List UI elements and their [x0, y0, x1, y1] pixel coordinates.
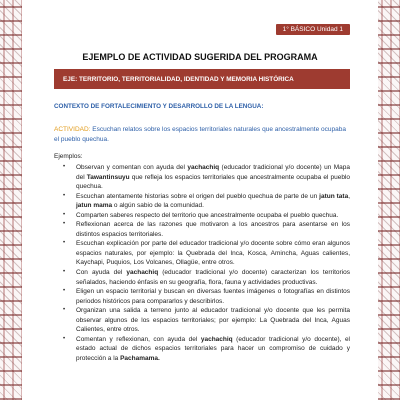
context-heading: CONTEXTO DE FORTALECIMIENTO Y DESARROLLO DE LA LENGUA:: [54, 103, 264, 110]
example-item: [54, 163, 350, 192]
example-text: Organizan una salida a terreno junto al educador tradicional y/o docente que les permita observar algunos de los espacios territoriales; por ejemplo: La Quebrada del Inca, Aguas Calientes, entre otros.: [76, 307, 350, 334]
example-item: [54, 239, 350, 268]
bullet-glyph: •: [63, 192, 66, 199]
decorative-border-left: [0, 0, 22, 400]
bullet-glyph: •: [63, 164, 66, 170]
example-item: [54, 211, 350, 221]
decorative-border-right: [378, 0, 400, 400]
example-bold-term: jatun mama: [76, 202, 113, 210]
example-bold-term: yachachiq: [187, 164, 220, 171]
examples-list: [54, 163, 350, 363]
bullet-glyph: •: [63, 335, 66, 342]
example-text: Escuchan explicación por parte del educador tradicional y/o docente sobre cómo eran algunos espacios naturales, por ejemplo: la Quebrada del Inca, Kosca, Amincha, Aguas calientes, Kaychapi, Puquios, Los Volcanes, Ollagüe, entre otros.: [76, 240, 350, 267]
example-bold-term: yachachiq: [126, 269, 159, 277]
example-bold-term: Pachamama.: [120, 354, 160, 362]
activity-text: Escuchan relatos sobre los espacios territoriales naturales que ancestralmente ocupaba el pueblo quechua.: [54, 126, 346, 143]
example-bold-term: yachachiq: [200, 335, 233, 343]
example-text: Comentan y reflexionan, con ayuda del: [76, 335, 201, 343]
example-bold-term: Tawantinsuyu: [86, 173, 130, 181]
example-item: [54, 335, 350, 364]
example-text: Observan y comentan con ayuda del: [76, 164, 188, 171]
bullet-glyph: •: [63, 221, 66, 228]
example-item: [54, 268, 350, 287]
example-item: [54, 220, 350, 239]
eje-banner-text: EJE: TERRITORIO, TERRITORIALIDAD, IDENTIDAD Y MEMORIA HISTÓRICA: [63, 75, 294, 83]
examples-label: Ejemplos:: [54, 153, 83, 160]
bullet-glyph: •: [63, 240, 66, 247]
example-text: Escuchan atentamente historias sobre el origen del pueblo quechua de parte de un: [76, 192, 320, 200]
example-item: [54, 287, 350, 306]
activity-label: ACTIVIDAD:: [54, 126, 91, 133]
example-text: (educador tradicional y/o docente), el estado actual de dichos espacios territoriales para hacer un compromiso de cuidado y protección a la: [76, 335, 351, 362]
example-text: que refleja los espacios territoriales que ancestralmente ocupaba el pueblo quechua.: [76, 173, 350, 191]
activity-paragraph: [54, 125, 350, 144]
example-text: o algún sabio de la comunidad.: [112, 202, 204, 210]
grade-unit-badge: 1° BÁSICO Unidad 1: [276, 24, 350, 35]
bullet-glyph: •: [63, 307, 66, 314]
example-text: Eligen un espacio territorial y buscan en diversas fuentes imágenes o fotografías en distintos periodos históricos para compararlos y describirlos.: [76, 288, 350, 305]
example-text: Con ayuda del: [76, 269, 127, 277]
example-text: (educador tradicional y/o docente) caracterizan los territorios señalados, haciendo énfasis en su geografía, flora, fauna y actividades productivas.: [76, 269, 350, 286]
example-item: [54, 192, 350, 211]
eje-banner: [54, 69, 350, 89]
page-title: EJEMPLO DE ACTIVIDAD SUGERIDA DEL PROGRAMA: [82, 52, 318, 62]
example-bold-term: jatun tata: [319, 192, 349, 200]
example-text: ,: [348, 192, 350, 200]
bullet-glyph: •: [63, 269, 66, 276]
bullet-glyph: •: [63, 288, 66, 295]
bullet-glyph: •: [63, 211, 66, 218]
example-item: [54, 306, 350, 335]
example-text: (educador tradicional y/o docente) un Mapa del: [76, 164, 350, 181]
example-text: Reflexionan acerca de las razones que motivaron a los ancestros para asentarse en los distintos espacios territoriales.: [76, 221, 350, 238]
example-text: Comparten saberes respecto del territorio que ancestralmente ocupaba el pueblo quechua.: [76, 211, 339, 219]
